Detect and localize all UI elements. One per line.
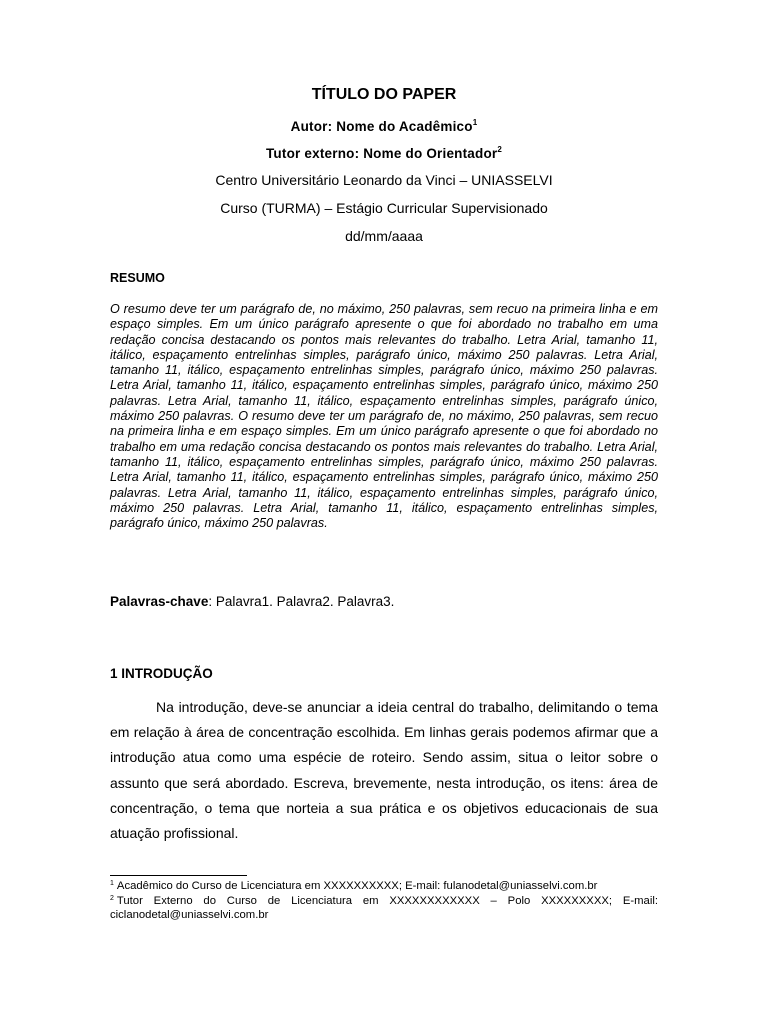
- tutor-footnote-ref: 2: [497, 145, 503, 154]
- course-line: Curso (TURMA) – Estágio Curricular Supervisionado: [220, 200, 548, 216]
- keywords-line: [110, 594, 394, 609]
- resumo-heading: RESUMO: [110, 271, 165, 285]
- intro-paragraph: Na introdução, deve-se anunciar a ideia central do trabalho, delimitando o tema em relação à área de concentração escolhida. Em linhas gerais podemos afirmar que a introdução atua como uma espécie de roteiro. Sendo assim, situa o leitor sobre o assunto que será abordado. Escreva, brevemente, nesta introdução, os itens: área de concentração, o tema que norteia a sua prática e os objetivos educacionais de sua atuação profissional.: [110, 699, 658, 842]
- footnote-1: [110, 880, 658, 894]
- tutor-line: [0, 146, 768, 161]
- author-footnote-ref: 1: [472, 118, 478, 127]
- footnote-1-text: Acadêmico do Curso de Licenciatura em XXXXXXXXXX; E-mail: fulanodetal@uniasselvi.com.br: [116, 880, 598, 892]
- author-line: [0, 119, 768, 134]
- footnote-2-text: Tutor Externo do Curso de Licenciatura em XXXXXXXXXXXX – Polo XXXXXXXXX; E-mail: ciclanodetal@uniasselvi.com.br: [110, 894, 658, 921]
- keywords-values: : Palavra1. Palavra2. Palavra3.: [208, 594, 395, 609]
- footnote-2: [110, 895, 658, 923]
- footnote-divider: [110, 875, 247, 876]
- intro-heading: 1 INTRODUÇÃO: [110, 666, 213, 681]
- keywords-label: Palavras-chave: [110, 594, 209, 609]
- tutor-label: Tutor externo: Nome do Orientador: [265, 146, 498, 161]
- footnotes: [110, 880, 658, 923]
- paper-title: TÍTULO DO PAPER: [311, 86, 457, 103]
- resumo-paragraph: O resumo deve ter um parágrafo de, no máximo, 250 palavras, sem recuo na primeira linha e em espaço simples. Em um único parágrafo apresente o que foi abordado no trabalho em uma redação concisa destacando os pontos mais relevantes do trabalho. Letra Arial, tamanho 11, itálico, espaçamento entrelinhas simples, parágrafo único, máximo 250 palavras. Letra Arial, tamanho 11, itálico, espaçamento entrelinhas simples, parágrafo único, máximo 250 palavras. Letra Arial, tamanho 11, itálico, espaçamento entrelinhas simples, parágrafo único, máximo 250 palavras. Letra Arial, tamanho 11, itálico, espaçamento entrelinhas simples, parágrafo único, máximo 250 palavras. O resumo deve ter um parágrafo de, no máximo, 250 palavras, sem recuo na primeira linha e em espaço simples. Em um único parágrafo apresente o que foi abordado no trabalho em uma redação concisa destacando os pontos mais relevantes do trabalho. Letra Arial, tamanho 11, itálico, espaçamento entrelinhas simples, parágrafo único, máximo 250 palavras. Letra Arial, tamanho 11, itálico, espaçamento entrelinhas simples, parágrafo único, máximo 250 palavras. Letra Arial, tamanho 11, itálico, espaçamento entrelinhas simples, parágrafo único, máximo 250 palavras. Letra Arial, tamanho 11, itálico, espaçamento entrelinhas simples, parágrafo único, máximo 250 palavras.: [110, 302, 658, 531]
- date-line: dd/mm/aaaa: [345, 228, 423, 244]
- institution-line: Centro Universitário Leonardo da Vinci – UNIASSELVI: [215, 172, 553, 188]
- author-label: Autor: Nome do Acadêmico: [290, 119, 473, 134]
- footnote-2-number: 2: [110, 894, 114, 902]
- footnote-1-number: 1: [110, 880, 114, 887]
